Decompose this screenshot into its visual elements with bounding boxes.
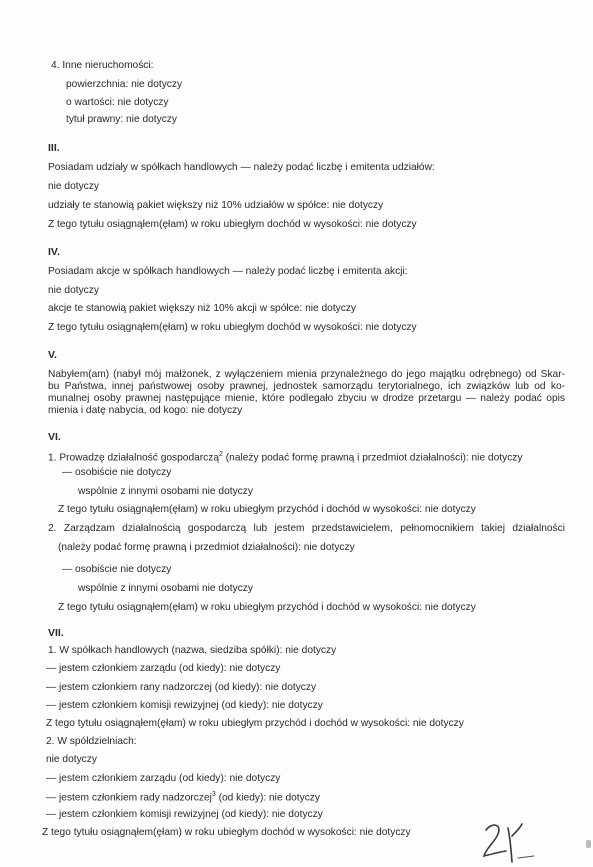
cooperatives-audit: — jestem członkiem komisji rewizyjnej (od kiedy): nie dotyczy — [46, 809, 323, 820]
section-v-line-2: bu Państwa, innej państwowej osoby prawnej, jednostek samorządu terytorialnego, ich związków lub od ko- — [48, 381, 565, 392]
section-iv-line-4: Z tego tytułu osiągnąłem(ęłam) w roku ubiegłym dochód w wysokości: nie dotyczy — [48, 322, 417, 333]
section-v-line-4: mienia i datę nabycia, od kogo: nie dotyczy — [48, 405, 243, 416]
other-property-area: powierzchnia: nie dotyczy — [66, 79, 183, 90]
section-iv-line-2: nie dotyczy — [48, 285, 99, 296]
footnote-3-marker: 3 — [211, 791, 216, 798]
business-jointly: wspólnie z innymi osobami nie dotyczy — [78, 486, 253, 497]
business-income: Z tego tytułu osiągnąłem(ęłam) w roku ubiegłym przychód i dochód w wysokości: nie dotyczy — [58, 504, 476, 515]
section-iii-line-3: udziały te stanowią pakiet większy niż 10% udziałów w spółce: nie dotyczy — [48, 200, 384, 211]
management-line-1: 2. Zarządzam działalnością gospodarczą lub jestem przedstawicielem, pełnomocnikiem takiej działalności — [48, 523, 565, 534]
section-v-line-1: Nabyłem(am) (nabył mój małżonek, z wyłączeniem mienia przynależnego do jego majątku odrębnego) od Skar- — [48, 369, 565, 380]
companies-supervisory: — jestem członkiem rany nadzorczej (od kiedy): nie dotyczy — [46, 682, 317, 693]
management-income: Z tego tytułu osiągnąłem(ęłam) w roku ubiegłym przychód i dochód w wysokości: nie dotyczy — [58, 602, 476, 613]
cooperatives-supervisory-main: — jestem członkiem rady nadzorczej — [46, 792, 212, 804]
other-property-value: o wartości: nie dotyczy — [66, 97, 169, 108]
section-iii-line-2: nie dotyczy — [48, 181, 99, 192]
cooperatives-income: Z tego tytułu osiągnąłem(ęłam) w roku ubiegłym dochód w wysokości: nie dotyczy — [42, 827, 411, 838]
footnote-2-marker: 2 — [219, 451, 223, 458]
section-iv-line-1: Posiadam akcje w spółkach handlowych — należy podać liczbę i emitenta akcji: — [48, 266, 408, 277]
business-personal: — osobiście nie dotyczy — [62, 467, 172, 478]
section-v-number: V. — [48, 349, 57, 361]
business-activity-main: 1. Prowadzę działalność gospodarczą — [48, 452, 220, 464]
section-iv-line-3: akcje te stanowią pakiet większy niż 10% akcji w spółce: nie dotyczy — [48, 303, 357, 314]
other-property-heading: 4. Inne nieruchomości: — [51, 60, 154, 71]
section-iv-number: IV. — [48, 246, 60, 258]
management-jointly: wspólnie z innymi osobami nie dotyczy — [78, 583, 253, 594]
section-vi-number: VI. — [48, 431, 61, 443]
cooperatives-heading: 2. W spółdzielniach: — [46, 736, 137, 747]
section-iii-line-4: Z tego tytułu osiągnąłem(ęłam) w roku ubiegłym dochód w wysokości: nie dotyczy — [48, 219, 417, 230]
cooperatives-supervisory-rest: (od kiedy): nie dotyczy — [215, 792, 320, 804]
section-vii-number: VII. — [48, 627, 64, 639]
companies-audit: — jestem członkiem komisji rewizyjnej (od kiedy): nie dotyczy — [46, 700, 323, 711]
cooperatives-board: — jestem członkiem zarządu (od kiedy): nie dotyczy — [46, 773, 281, 784]
business-activity-line — [48, 451, 522, 463]
business-activity-rest: (należy podać formę prawną i przedmiot działalności): nie dotyczy — [222, 452, 523, 464]
scan-edge-mark — [586, 840, 591, 848]
cooperatives-supervisory-line — [46, 791, 320, 803]
companies-income: Z tego tytułu osiągnąłem(ęłam) w roku ubiegłym przychód i dochód w wysokości: nie dotyczy — [46, 718, 464, 729]
other-property-legal-title: tytuł prawny: nie dotyczy — [66, 114, 177, 125]
section-iii-line-1: Posiadam udziały w spółkach handlowych — należy podać liczbę i emitenta udziałów: — [48, 162, 435, 173]
management-personal: — osobiście nie dotyczy — [62, 564, 172, 575]
section-iii-number: III. — [48, 142, 60, 154]
companies-line: 1. W spółkach handlowych (nazwa, siedziba spółki): nie dotyczy — [48, 645, 337, 656]
handwritten-mark — [478, 818, 538, 864]
companies-board: — jestem członkiem zarządu (od kiedy): nie dotyczy — [46, 663, 281, 674]
section-v-line-3: munalnej osoby prawnej następujące mienie, które podlegało zbyciu w drodze przetargu — należy podać opis — [48, 393, 565, 404]
management-line-2: (należy podać formę prawną i przedmiot działalności): nie dotyczy — [58, 542, 355, 553]
cooperatives-none: nie dotyczy — [46, 754, 97, 765]
